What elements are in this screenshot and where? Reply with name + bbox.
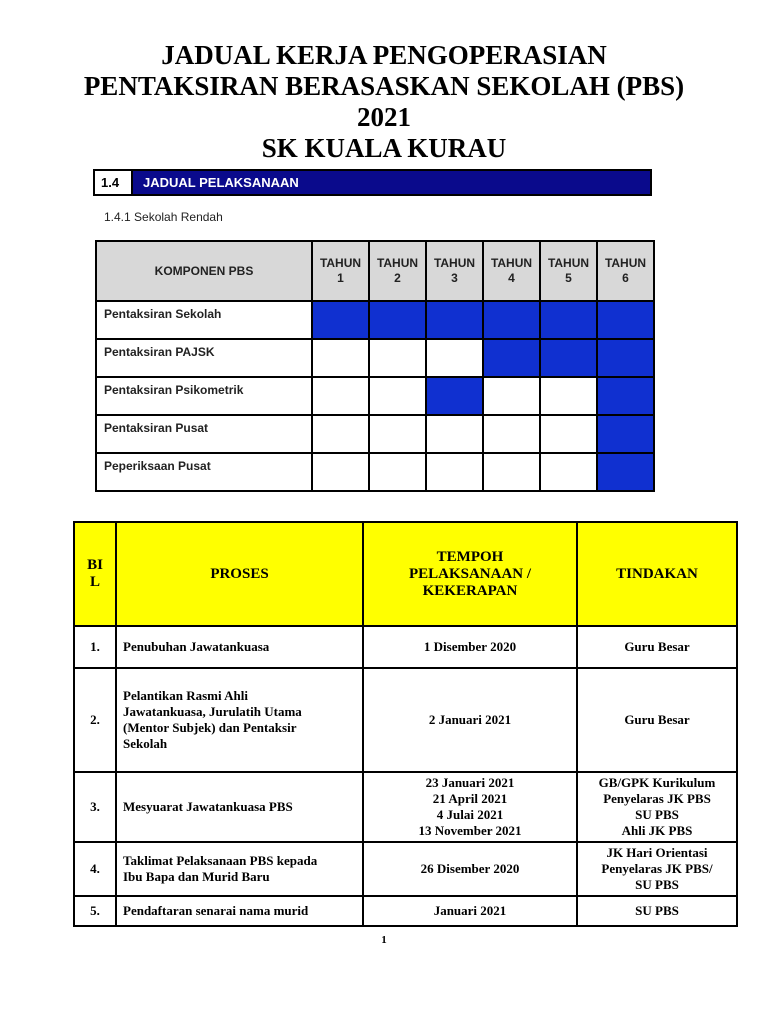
pbs-row [96, 377, 654, 415]
pbs-cell-empty [426, 415, 483, 453]
page-number: 1 [381, 934, 387, 946]
pbs-cell-filled [312, 301, 369, 339]
komponen-header: KOMPONEN PBS [96, 241, 312, 301]
pbs-row [96, 453, 654, 491]
title-line-2: PENTAKSIRAN BERASASKAN SEKOLAH (PBS) [83, 71, 685, 101]
title-line-3: 2021 [357, 102, 411, 132]
pbs-cell-empty [540, 377, 597, 415]
tempoh-cell-line: Januari 2021 [433, 903, 507, 918]
tempoh-cell-line: 13 November 2021 [418, 823, 522, 838]
title-line-1: JADUAL KERJA PENGOPERASIAN [161, 40, 607, 70]
pbs-cell-empty [312, 453, 369, 491]
pbs-cell-filled [597, 453, 654, 491]
proses-cell-line: Pendaftaran senarai nama murid [123, 903, 309, 918]
pbs-cell-filled [426, 377, 483, 415]
pbs-cell-filled [540, 339, 597, 377]
process-row [74, 668, 737, 772]
pbs-cell-empty [426, 453, 483, 491]
tindakan-cell-line: Ahli JK PBS [621, 823, 693, 838]
pbs-cell-empty [312, 339, 369, 377]
tindakan-cell [577, 842, 737, 896]
tindakan-cell [577, 772, 737, 842]
pbs-cell-filled [483, 301, 540, 339]
year-header: TAHUN 5 [540, 241, 597, 301]
tindakan-cell-line: SU PBS [635, 877, 679, 892]
pbs-cell-empty [483, 415, 540, 453]
pbs-cell-empty [312, 377, 369, 415]
proses-cell-line: Ibu Bapa dan Murid Baru [123, 869, 270, 884]
pbs-cell-filled [426, 301, 483, 339]
pbs-cell-empty [483, 453, 540, 491]
pbs-cell-empty [369, 377, 426, 415]
pbs-row [96, 339, 654, 377]
tindakan-cell [577, 668, 737, 772]
proses-header: PROSES [116, 522, 363, 626]
tempoh-header: TEMPOH PELAKSANAAN / KEKERAPAN [363, 522, 577, 626]
tindakan-cell-line: Penyelaras JK PBS [603, 791, 711, 806]
tindakan-cell-line: Guru Besar [624, 712, 690, 727]
document-title [0, 40, 768, 164]
bil-cell: 4. [74, 842, 116, 896]
section-subtitle: 1.4.1 Sekolah Rendah [104, 210, 223, 224]
year-header: TAHUN 2 [369, 241, 426, 301]
year-header: TAHUN 6 [597, 241, 654, 301]
pbs-cell-empty [426, 339, 483, 377]
tempoh-cell [363, 772, 577, 842]
section-number: 1.4 [95, 171, 133, 194]
tindakan-cell-line: SU PBS [635, 807, 679, 822]
proses-cell-line: Penubuhan Jawatankuasa [123, 639, 270, 654]
process-row [74, 896, 737, 926]
tempoh-cell-line: 21 April 2021 [432, 791, 508, 806]
pbs-cell-filled [597, 301, 654, 339]
pbs-cell-filled [597, 377, 654, 415]
pbs-cell-filled [369, 301, 426, 339]
year-header: TAHUN 4 [483, 241, 540, 301]
pbs-cell-empty [483, 377, 540, 415]
proses-cell-line: Sekolah [123, 736, 168, 751]
proses-cell-line: Pelantikan Rasmi Ahli [123, 688, 248, 703]
bil-header: BI L [74, 522, 116, 626]
pbs-row-label: Pentaksiran PAJSK [96, 339, 312, 377]
proses-cell [116, 772, 363, 842]
process-table [73, 521, 738, 927]
section-label: JADUAL PELAKSANAAN [133, 171, 650, 194]
pbs-row-label: Pentaksiran Pusat [96, 415, 312, 453]
bil-cell: 3. [74, 772, 116, 842]
year-header: TAHUN 1 [312, 241, 369, 301]
tindakan-cell [577, 626, 737, 668]
proses-cell-line: Jawatankuasa, Jurulatih Utama [123, 704, 302, 719]
pbs-cell-filled [597, 339, 654, 377]
pbs-cell-empty [369, 339, 426, 377]
pbs-cell-empty [369, 415, 426, 453]
pbs-cell-empty [369, 453, 426, 491]
pbs-row [96, 301, 654, 339]
pbs-schedule-table [95, 240, 655, 492]
proses-cell [116, 626, 363, 668]
proses-cell [116, 668, 363, 772]
proses-cell-line: Mesyuarat Jawatankuasa PBS [123, 799, 293, 814]
pbs-row-label: Pentaksiran Sekolah [96, 301, 312, 339]
tempoh-cell-line: 4 Julai 2021 [436, 807, 504, 822]
tindakan-cell-line: SU PBS [635, 903, 679, 918]
process-row [74, 626, 737, 668]
pbs-cell-filled [540, 301, 597, 339]
pbs-row [96, 415, 654, 453]
proses-cell [116, 896, 363, 926]
pbs-cell-filled [483, 339, 540, 377]
pbs-cell-empty [312, 415, 369, 453]
tindakan-cell-line: GB/GPK Kurikulum [598, 775, 716, 790]
tempoh-cell-line: 2 Januari 2021 [428, 712, 512, 727]
process-row [74, 842, 737, 896]
tempoh-cell [363, 896, 577, 926]
tindakan-cell-line: Guru Besar [624, 639, 690, 654]
tempoh-cell-line: 26 Disember 2020 [420, 861, 520, 876]
tempoh-cell-line: 1 Disember 2020 [423, 639, 517, 654]
process-row [74, 772, 737, 842]
year-header: TAHUN 3 [426, 241, 483, 301]
tindakan-cell [577, 896, 737, 926]
pbs-cell-empty [540, 453, 597, 491]
bil-cell: 1. [74, 626, 116, 668]
title-line-4: SK KUALA KURAU [261, 133, 507, 163]
pbs-row-label: Pentaksiran Psikometrik [96, 377, 312, 415]
tindakan-cell-line: Penyelaras JK PBS/ [601, 861, 713, 876]
tempoh-cell [363, 626, 577, 668]
bil-cell: 5. [74, 896, 116, 926]
pbs-cell-empty [540, 415, 597, 453]
proses-cell [116, 842, 363, 896]
tempoh-cell [363, 668, 577, 772]
pbs-cell-filled [597, 415, 654, 453]
proses-cell-line: (Mentor Subjek) dan Pentaksir [123, 720, 297, 735]
tindakan-cell-line: JK Hari Orientasi [606, 845, 708, 860]
section-header-bar [93, 169, 652, 196]
tempoh-cell-line: 23 Januari 2021 [425, 775, 515, 790]
pbs-row-label: Peperiksaan Pusat [96, 453, 312, 491]
bil-cell: 2. [74, 668, 116, 772]
proses-cell-line: Taklimat Pelaksanaan PBS kepada [123, 853, 318, 868]
tindakan-header: TINDAKAN [577, 522, 737, 626]
pbs-header-row [96, 241, 654, 301]
process-header-row [74, 522, 737, 626]
tempoh-cell [363, 842, 577, 896]
